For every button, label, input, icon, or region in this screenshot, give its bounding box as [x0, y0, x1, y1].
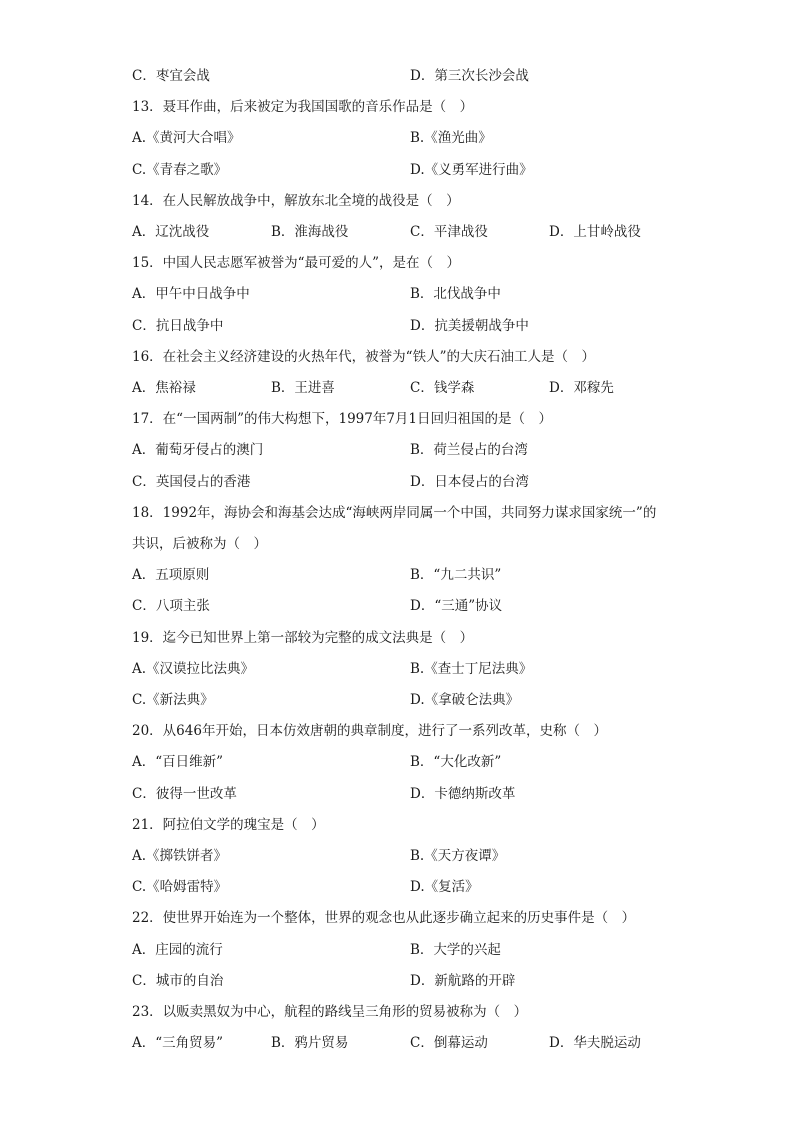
answer-option: A．五项原则: [132, 567, 210, 583]
answer-option: A.《汉谟拉比法典》: [132, 661, 255, 677]
question-text: 23．以贩卖黑奴为中心，航程的路线呈三角形的贸易被称为（ ）: [132, 1004, 528, 1020]
answer-option: C.《哈姆雷特》: [132, 879, 228, 895]
answer-option: C．城市的自治: [132, 973, 224, 989]
answer-option: C．彼得一世改革: [132, 786, 237, 802]
answer-option: D.《义勇军进行曲》: [410, 162, 533, 178]
answer-option: D．卡德纳斯改革: [410, 786, 516, 802]
answer-option: C．钱学森: [410, 380, 475, 396]
answer-option: B．荷兰侵占的台湾: [410, 442, 528, 458]
answer-option: A．甲午中日战争中: [132, 286, 250, 302]
question-text: 19．迄今已知世界上第一部较为完整的成文法典是（ ）: [132, 630, 474, 646]
answer-option: B.《天方夜谭》: [410, 848, 506, 864]
answer-option: B.《查士丁尼法典》: [410, 661, 533, 677]
answer-option: A．庄园的流行: [132, 942, 223, 958]
answer-option: D.《拿破仑法典》: [410, 692, 520, 708]
answer-option: C．英国侵占的香港: [132, 474, 251, 490]
answer-option: B．鸦片贸易: [271, 1035, 349, 1051]
answer-option: A．葡萄牙侵占的澳门: [132, 442, 264, 458]
question-text: 22．使世界开始连为一个整体，世界的观念也从此逐步确立起来的历史事件是（ ）: [132, 910, 636, 926]
answer-option: B．大学的兴起: [410, 942, 501, 958]
answer-option: D．第三次长沙会战: [410, 68, 529, 84]
question-text: 14．在人民解放战争中，解放东北全境的战役是（ ）: [132, 193, 460, 209]
answer-option: D．抗美援朝战争中: [410, 318, 529, 334]
answer-option: C．枣宜会战: [132, 68, 210, 84]
answer-option: A.《黄河大合唱》: [132, 130, 241, 146]
answer-option: A．焦裕禄: [132, 380, 196, 396]
answer-option: D．日本侵占的台湾: [410, 474, 529, 490]
answer-option: C．八项主张: [132, 598, 210, 614]
answer-option: D．上甘岭战役: [549, 224, 641, 240]
answer-option: B.《渔光曲》: [410, 130, 492, 146]
question-text: 共识，后被称为（ ）: [132, 536, 267, 552]
answer-option: C．抗日战争中: [132, 318, 224, 334]
answer-option: D．华夫脱运动: [549, 1035, 641, 1051]
answer-option: A．辽沈战役: [132, 224, 210, 240]
answer-option: D．邓稼先: [549, 380, 614, 396]
answer-option: A．“百日维新”: [132, 754, 224, 770]
answer-option: C．倒幕运动: [410, 1035, 488, 1051]
question-text: 15．中国人民志愿军被誉为“最可爱的人”，是在（ ）: [132, 255, 460, 271]
answer-option: B．“九二共识”: [410, 567, 502, 583]
answer-option: C.《青春之歌》: [132, 162, 228, 178]
question-text: 20．从646年开始，日本仿效唐朝的典章制度，进行了一系列改革，史称（ ）: [132, 723, 607, 739]
answer-option: D．新航路的开辟: [410, 973, 516, 989]
answer-option: C.《新法典》: [132, 692, 214, 708]
answer-option: B．淮海战役: [271, 224, 349, 240]
answer-option: D．“三通”协议: [410, 598, 503, 614]
answer-option: D.《复活》: [410, 879, 479, 895]
answer-option: A．“三角贸易”: [132, 1035, 224, 1051]
answer-option: B．“大化改新”: [410, 754, 502, 770]
question-text: 13．聂耳作曲，后来被定为我国国歌的音乐作品是（ ）: [132, 99, 474, 115]
question-text: 18．1992年，海协会和海基会达成“海峡两岸同属一个中国，共同努力谋求国家统一”的: [132, 505, 657, 521]
answer-option: B．王进喜: [271, 380, 335, 396]
answer-option: C．平津战役: [410, 224, 488, 240]
question-text: 21．阿拉伯文学的瑰宝是（ ）: [132, 817, 325, 833]
answer-option: B．北伐战争中: [410, 286, 501, 302]
question-text: 17．在“一国两制”的伟大构想下，1997年7月1日回归祖国的是（ ）: [132, 411, 553, 427]
answer-option: A.《掷铁饼者》: [132, 848, 228, 864]
question-text: 16．在社会主义经济建设的火热年代，被誉为“铁人”的大庆石油工人是（ ）: [132, 349, 595, 365]
